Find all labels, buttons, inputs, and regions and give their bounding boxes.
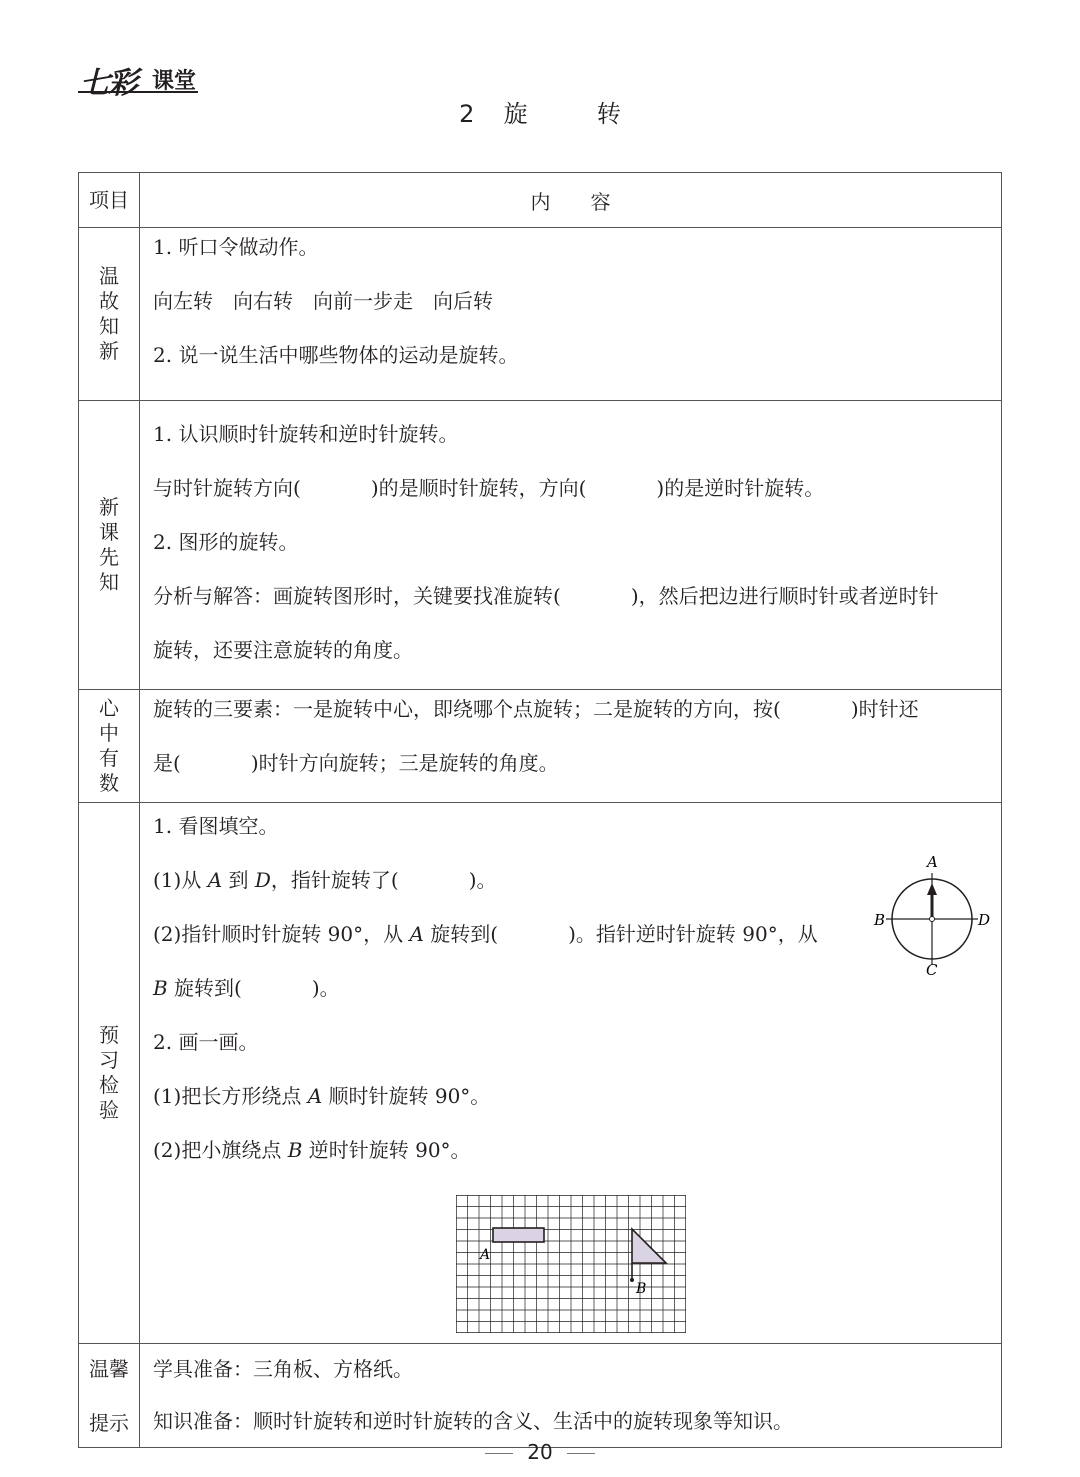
title-number: 2 bbox=[459, 100, 475, 128]
clock-label-b: B bbox=[874, 911, 886, 929]
q2-1-text-a: (1)把长方形绕点 bbox=[153, 1084, 308, 1108]
q1-1-text-a: (1)从 bbox=[153, 868, 208, 892]
section-preview-content bbox=[140, 401, 1002, 690]
exercise-q1-2 bbox=[153, 919, 989, 973]
q1-1-text-b: 到 bbox=[222, 868, 255, 892]
footer-dash-right bbox=[567, 1453, 595, 1454]
section-keypoints-label-cell bbox=[79, 690, 140, 803]
section-exercise-label-cell bbox=[79, 803, 140, 1344]
title-word-1: 旋 bbox=[503, 100, 528, 128]
clock-label-c: C bbox=[926, 961, 938, 979]
review-line-3: 2. 说一说生活中哪些物体的运动是旋转。 bbox=[153, 343, 519, 367]
q2-2-point-b: B bbox=[287, 1138, 303, 1162]
section-keypoints-content bbox=[140, 690, 1002, 803]
lesson-table bbox=[78, 172, 1002, 1448]
section-tips-label-1: 温馨 bbox=[89, 1356, 129, 1381]
section-tips-label-2: 提示 bbox=[89, 1410, 129, 1435]
q2-2-text-a: (2)把小旗绕点 bbox=[153, 1138, 288, 1162]
q1-2-text-c: )。指针逆时针旋转 90°，从 bbox=[568, 922, 818, 946]
section-tips-content bbox=[140, 1344, 1002, 1448]
grid-paper bbox=[456, 1195, 686, 1333]
publisher-logo bbox=[78, 58, 200, 101]
q2-1-text-b: 顺时针旋转 90°。 bbox=[322, 1084, 491, 1108]
rectangle-shape bbox=[493, 1228, 544, 1242]
keypoints-line-1a: 旋转的三要素：一是旋转中心，即绕哪个点旋转；二是旋转的方向，按( bbox=[153, 697, 781, 721]
section-review-label-cell bbox=[79, 228, 140, 401]
grid-label-b: B bbox=[636, 1281, 647, 1297]
title-word-2: 转 bbox=[596, 100, 621, 128]
q1-1-text-c: ，指针旋转了( bbox=[270, 868, 399, 892]
exercise-q2-1 bbox=[153, 1081, 989, 1135]
exercise-q1-3 bbox=[153, 973, 989, 1027]
review-line-1: 1. 听口令做动作。 bbox=[153, 235, 319, 259]
q1-1-text-d: )。 bbox=[468, 868, 497, 892]
page-footer bbox=[0, 1440, 1080, 1464]
header-content-cell: 内 容 bbox=[140, 173, 1002, 228]
exercise-q2-title: 2. 画一画。 bbox=[153, 1030, 259, 1054]
preview-line-2 bbox=[153, 473, 989, 527]
tips-line-1: 学具准备：三角板、方格纸。 bbox=[153, 1357, 413, 1381]
q2-1-point-a: A bbox=[307, 1084, 323, 1108]
section-preview bbox=[79, 401, 1002, 690]
page-title bbox=[0, 94, 1080, 129]
keypoints-line-2 bbox=[153, 748, 989, 802]
section-exercise bbox=[79, 803, 1002, 1344]
keypoints-line-1b: )时针还 bbox=[850, 697, 919, 721]
point-b-dot bbox=[630, 1278, 634, 1282]
logo-underline bbox=[78, 91, 198, 93]
section-review bbox=[79, 228, 1002, 401]
exercise-q1-1 bbox=[153, 865, 989, 919]
q1-1-point-d: D bbox=[254, 868, 271, 892]
section-review-label: 温故知新 bbox=[99, 264, 119, 363]
section-tips-label-cell bbox=[79, 1344, 140, 1448]
preview-line-2a: 与时针旋转方向( bbox=[153, 476, 301, 500]
preview-line-3: 2. 图形的旋转。 bbox=[153, 530, 299, 554]
section-keypoints bbox=[79, 690, 1002, 803]
clock-label-a: A bbox=[927, 853, 938, 871]
keypoints-line-2a: 是( bbox=[153, 751, 181, 775]
grid-label-a: A bbox=[480, 1247, 491, 1263]
q1-2-point-a: A bbox=[409, 922, 424, 946]
section-tips bbox=[79, 1344, 1002, 1448]
q2-2-text-b: 逆时针旋转 90°。 bbox=[302, 1138, 471, 1162]
section-exercise-label: 预习检验 bbox=[99, 1023, 119, 1122]
section-exercise-content bbox=[140, 803, 1002, 1344]
footer-dash-left bbox=[485, 1453, 513, 1454]
keypoints-line-2b: )时针方向旋转；三是旋转的角度。 bbox=[250, 751, 559, 775]
preview-line-4a: 分析与解答：画旋转图形时，关键要找准旋转( bbox=[153, 584, 561, 608]
q1-2-text-b: 旋转到( bbox=[423, 922, 499, 946]
grid-lines bbox=[456, 1195, 686, 1333]
exercise-q1-title: 1. 看图填空。 bbox=[153, 814, 279, 838]
clock-center bbox=[930, 917, 935, 922]
review-line-2: 向左转 向右转 向前一步走 向后转 bbox=[153, 289, 493, 313]
preview-line-4 bbox=[153, 581, 989, 635]
page-number: 20 bbox=[527, 1440, 553, 1464]
section-preview-label: 新课先知 bbox=[99, 495, 119, 594]
q1-3-text-b: )。 bbox=[311, 976, 340, 1000]
section-preview-label-cell bbox=[79, 401, 140, 690]
pointer-arrow-icon bbox=[927, 883, 937, 895]
flag-shape bbox=[632, 1229, 666, 1263]
clock-label-d: D bbox=[978, 911, 991, 929]
preview-line-2b: )的是顺时针旋转，方向( bbox=[370, 476, 587, 500]
preview-line-1: 1. 认识顺时针旋转和逆时针旋转。 bbox=[153, 422, 459, 446]
section-keypoints-label: 心中有数 bbox=[99, 696, 119, 795]
preview-line-5: 旋转，还要注意旋转的角度。 bbox=[153, 638, 413, 662]
q1-2-text-a: (2)指针顺时针旋转 90°，从 bbox=[153, 922, 410, 946]
tips-line-2: 知识准备：顺时针旋转和逆时针旋转的含义、生活中的旋转现象等知识。 bbox=[153, 1409, 793, 1433]
preview-line-2c: )的是逆时针旋转。 bbox=[656, 476, 825, 500]
section-review-content bbox=[140, 228, 1002, 401]
q1-1-point-a: A bbox=[207, 868, 223, 892]
logo-brand-text: 课堂 bbox=[152, 69, 197, 94]
clock-diagram bbox=[874, 847, 991, 979]
table-header-row bbox=[79, 173, 1002, 228]
exercise-q2-2 bbox=[153, 1135, 989, 1189]
keypoints-line-1 bbox=[153, 694, 989, 748]
q1-3-point-b: B bbox=[153, 976, 168, 1000]
logo-script-text: 七彩 bbox=[80, 66, 136, 101]
q1-3-text-a: 旋转到( bbox=[167, 976, 242, 1000]
preview-line-4b: )，然后把边进行顺时针或者逆时针 bbox=[630, 584, 939, 608]
header-item-cell: 项目 bbox=[79, 173, 140, 228]
